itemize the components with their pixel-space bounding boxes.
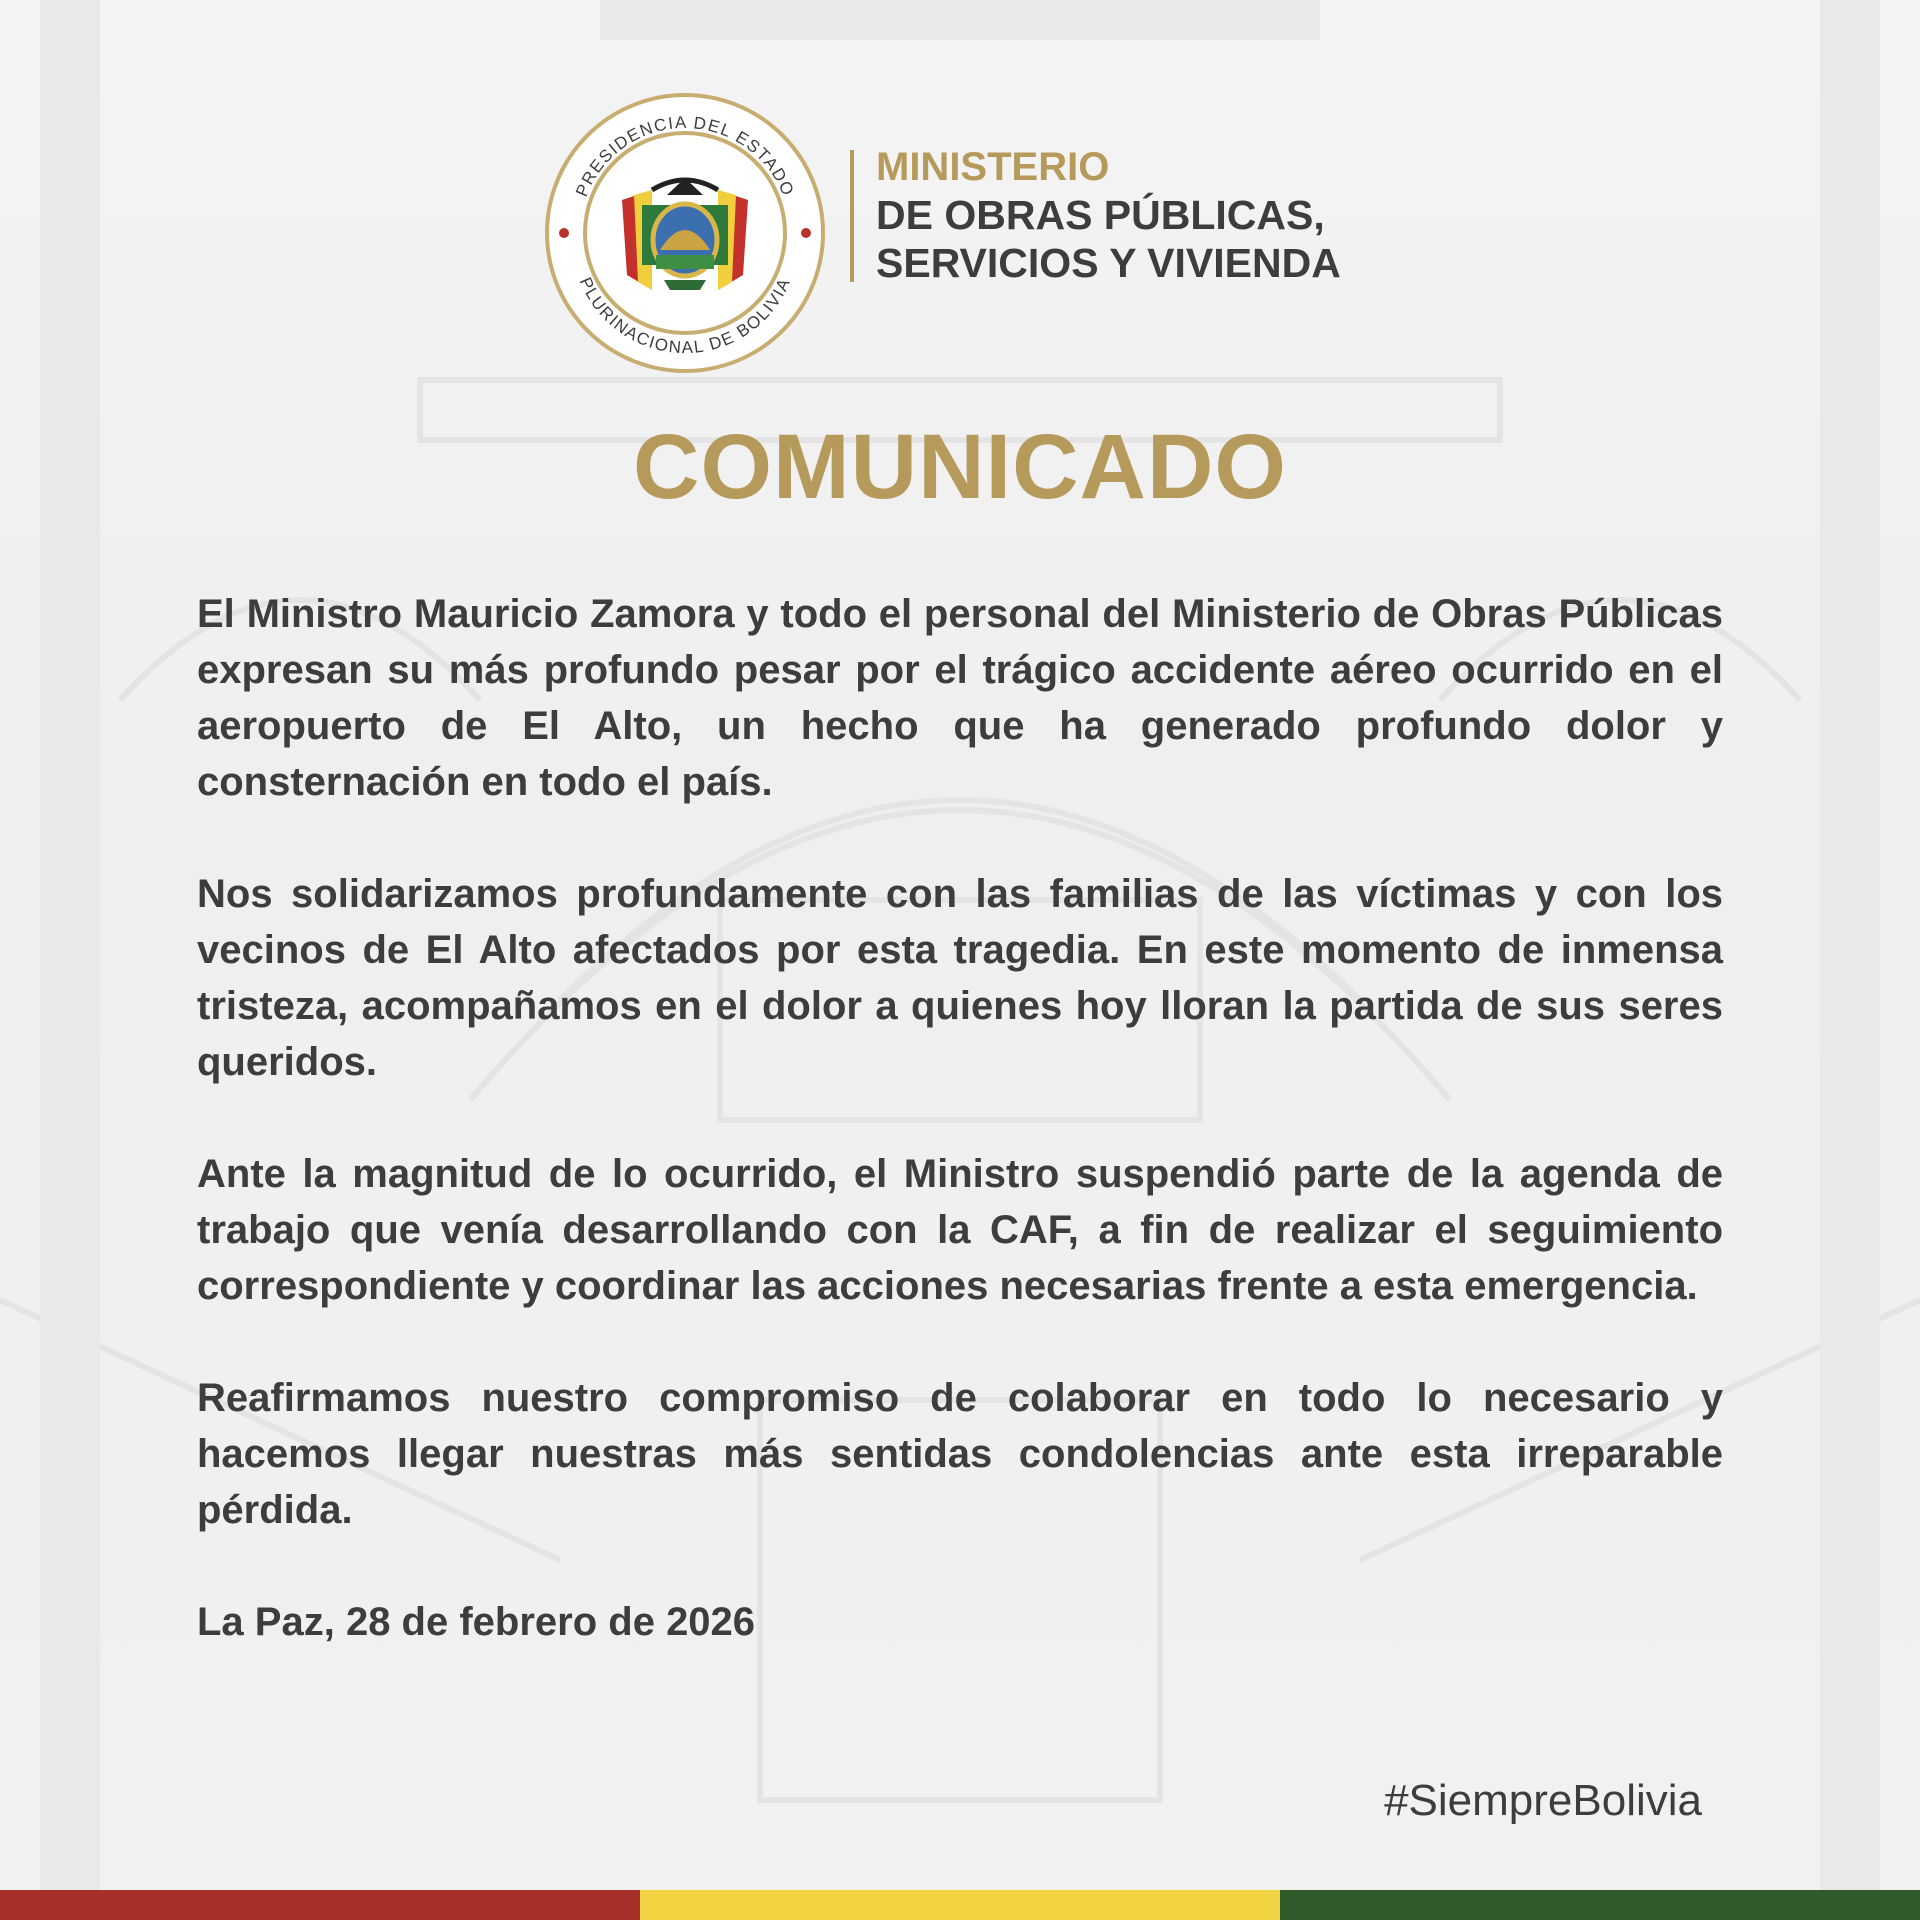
svg-text:PLURINACIONAL DE BOLIVIA: PLURINACIONAL DE BOLIVIA <box>575 274 795 358</box>
flag-stripe-yellow <box>640 1890 1280 1920</box>
paragraph-1: El Ministro Mauricio Zamora y todo el personal del Ministerio de Obras Públicas expresan su más profundo pesar por el trágico accidente aéreo ocurrido en el aeropuerto de El Alto, un hecho que ha generado profundo dolor y consternación en todo el país. <box>197 592 1723 804</box>
state-seal-logo <box>542 90 828 376</box>
ministry-line-3: SERVICIOS Y VIVIENDA <box>876 240 1341 286</box>
paragraph-2: Nos solidarizamos profundamente con las familias de las víctimas y con los vecinos de El Alto afectados por esta tragedia. En este momento de inmensa tristeza, acompañamos en el dolor a quienes hoy lloran la partida de sus seres queridos. <box>197 872 1723 1084</box>
hashtag: #SiempreBolivia <box>1384 1776 1702 1825</box>
flag-stripe <box>0 1890 1920 1920</box>
paragraph-4: Reafirmamos nuestro compromiso de colaborar en todo lo necesario y hacemos llegar nuestras más sentidas condolencias ante esta irreparable pérdida. <box>197 1376 1723 1532</box>
header-divider <box>850 150 854 282</box>
ministry-name <box>876 143 1341 287</box>
svg-text:PRESIDENCIA DEL ESTADO: PRESIDENCIA DEL ESTADO <box>572 112 798 200</box>
page-title: COMUNICADO <box>633 416 1287 518</box>
ministry-line-2: DE OBRAS PÚBLICAS, <box>876 192 1325 238</box>
statement-body <box>197 586 1723 1706</box>
date-line: La Paz, 28 de febrero de 2026 <box>197 1600 756 1644</box>
paragraph-3: Ante la magnitud de lo ocurrido, el Ministro suspendió parte de la agenda de trabajo que venía desarrollando con la CAF, a fin de realizar el seguimiento correspondiente y coordinar las acciones necesarias frente a esta emergencia. <box>197 1152 1723 1308</box>
flag-stripe-green <box>1280 1890 1920 1920</box>
ministry-line-1: MINISTERIO <box>876 145 1110 189</box>
flag-stripe-red <box>0 1890 640 1920</box>
